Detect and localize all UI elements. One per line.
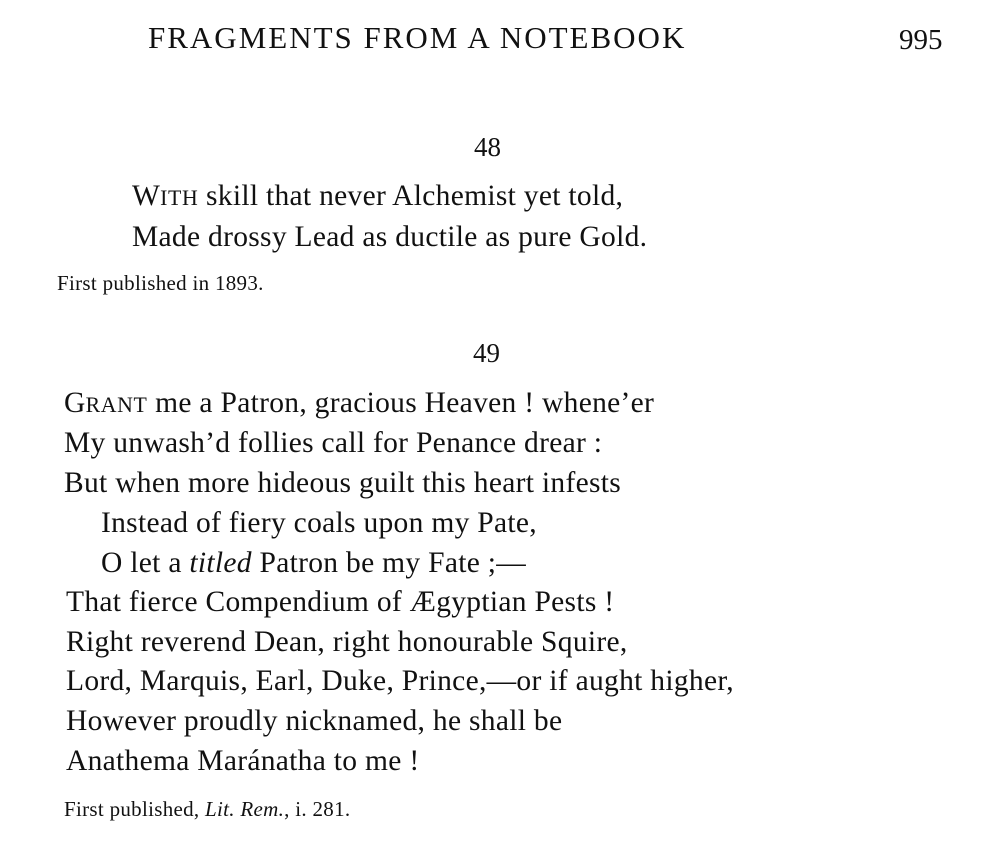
line-text-before: O let a [101, 547, 190, 579]
line-text: me a Patron, gracious Heaven ! whene’er [147, 387, 655, 419]
poem-49-line-5 [101, 549, 526, 579]
poem-49-line-9: However proudly nicknamed, he shall be [66, 705, 563, 737]
poem-49-publication-note [64, 799, 350, 820]
note-italic-title: Lit. Rem. [205, 797, 285, 821]
running-header-title: FRAGMENTS FROM A NOTEBOOK [148, 20, 687, 55]
line-text: skill that never Alchemist yet told, [198, 180, 624, 212]
small-caps-rest: RANT [85, 393, 148, 417]
poem-49-line-2: My unwash’d follies call for Penance drear : [64, 427, 603, 459]
poem-49-line-6: That fierce Compendium of Ægyptian Pests ! [66, 586, 615, 618]
poem-49-line-1 [64, 389, 654, 419]
poem-48-line-2: Made drossy Lead as ductile as pure Gold. [132, 221, 648, 253]
note-text-after: , i. 281. [284, 797, 351, 821]
italic-word: titled [189, 547, 252, 579]
small-caps-initial: G [64, 387, 86, 419]
poem-48-line-1 [132, 182, 623, 212]
line-text-after: Patron be my Fate ;— [251, 547, 527, 579]
poem-number-49: 49 [473, 338, 500, 368]
poem-48-publication-note: First published in 1893. [57, 271, 264, 295]
small-caps-rest: ITH [160, 186, 199, 210]
note-text-before: First published, [64, 797, 206, 821]
page-number: 995 [899, 24, 943, 56]
small-caps-initial: W [132, 180, 161, 212]
poem-number-48: 48 [474, 132, 501, 162]
poem-49-line-7: Right reverend Dean, right honourable Squire, [66, 626, 628, 658]
poem-49-line-3: But when more hideous guilt this heart infests [64, 467, 622, 499]
poem-49-line-4: Instead of fiery coals upon my Pate, [101, 507, 537, 539]
poem-49-line-8: Lord, Marquis, Earl, Duke, Prince,—or if aught higher, [66, 665, 734, 697]
poem-49-line-10: Anathema Maránatha to me ! [66, 745, 420, 777]
